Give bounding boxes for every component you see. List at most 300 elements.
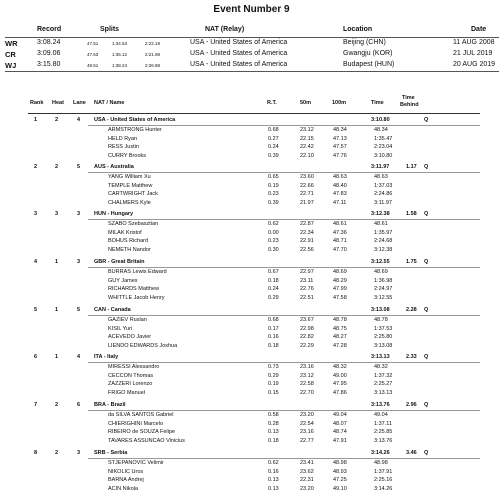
swimmer-rt: 0.29 xyxy=(268,294,279,301)
swimmer-m100: 47.13 xyxy=(333,135,347,142)
team-heat: 1 xyxy=(55,354,59,360)
swimmer-m100: 48.69 xyxy=(333,269,347,275)
swimmer-m100: 48.40 xyxy=(333,182,347,189)
swimmer-m50: 22.98 xyxy=(300,325,314,332)
team-row xyxy=(28,117,480,124)
team-behind: 2.28 xyxy=(406,307,417,313)
swimmer-cum: 2:23.04 xyxy=(374,144,393,150)
record-nat: USA - United States of America xyxy=(190,50,288,57)
team-result xyxy=(28,450,480,498)
team-behind: 3.46 xyxy=(406,450,417,456)
time-header: Time xyxy=(371,100,384,106)
team-divider xyxy=(88,458,480,459)
team-nat: HUN - Hungary xyxy=(94,211,134,217)
100m-header: 100m xyxy=(332,100,347,106)
swimmer-m50: 23.12 xyxy=(300,372,314,379)
team-lane: 4 xyxy=(77,117,81,123)
team-q: Q xyxy=(424,211,429,217)
lane-header: Lane xyxy=(73,100,86,106)
team-time: 3:12.55 xyxy=(371,259,390,265)
time-behind-header-2: Behind xyxy=(400,102,419,108)
swimmer-m50: 22.87 xyxy=(300,221,314,227)
nat-relay-col-header: NAT (Relay) xyxy=(205,26,245,33)
team-heat: 1 xyxy=(55,259,59,265)
swimmer-m100: 47.28 xyxy=(333,342,347,349)
swimmer-row xyxy=(28,221,480,228)
swimmer-cum: 1:37.53 xyxy=(374,325,393,332)
swimmer-rt: 0.39 xyxy=(268,152,279,159)
swimmer-row xyxy=(28,334,480,341)
swimmer-cum: 1:37.91 xyxy=(374,468,393,475)
swimmer-row xyxy=(28,278,480,285)
records-header xyxy=(5,26,499,36)
swimmer-m50: 23.20 xyxy=(300,412,314,418)
swimmer-m100: 48.27 xyxy=(333,334,347,340)
swimmer-m50: 22.97 xyxy=(300,269,314,275)
50m-header: 50m xyxy=(300,100,312,106)
swimmer-cum: 3:11.97 xyxy=(374,199,392,206)
team-behind: 1.58 xyxy=(406,211,417,217)
swimmer-row xyxy=(28,326,480,333)
swimmer-rt: 0.23 xyxy=(268,238,279,244)
swimmer-rt: 0.13 xyxy=(268,429,279,435)
swimmer-name: ACIN Nikola xyxy=(108,485,138,492)
swimmer-rt: 0.39 xyxy=(268,199,279,206)
team-nat: ITA - Italy xyxy=(94,354,119,360)
swimmer-m100: 47.36 xyxy=(333,229,347,236)
record-row xyxy=(5,39,499,49)
team-heat: 2 xyxy=(55,450,59,456)
record-code: WJ xyxy=(5,61,17,70)
swimmer-row xyxy=(28,127,480,134)
swimmer-rt: 0.68 xyxy=(268,127,279,133)
swimmer-row xyxy=(28,381,480,388)
swimmer-cum: 48.34 xyxy=(374,127,388,133)
team-time: 3:13.76 xyxy=(371,402,390,408)
record-s3: 2:22.18 xyxy=(145,40,161,46)
swimmer-rt: 0.15 xyxy=(268,389,279,396)
swimmer-row xyxy=(28,153,480,160)
swimmer-m50: 23.67 xyxy=(300,317,314,323)
team-time: 3:13.13 xyxy=(371,354,390,360)
swimmer-cum: 3:12.38 xyxy=(374,246,393,253)
record-location: Gwangju (KOR) xyxy=(343,50,393,57)
team-row xyxy=(28,259,480,266)
swimmer-row xyxy=(28,412,480,419)
swimmer-m100: 47.95 xyxy=(333,381,347,387)
swimmer-rt: 0.24 xyxy=(268,144,279,150)
swimmer-m50: 22.77 xyxy=(300,437,314,444)
swimmer-cum: 1:37.32 xyxy=(374,372,393,379)
swimmer-name: BOHUS Richard xyxy=(108,238,149,244)
swimmer-cum: 1:35.47 xyxy=(374,135,393,142)
team-lane: 6 xyxy=(77,402,81,408)
team-result xyxy=(28,354,480,402)
swimmer-m50: 22.91 xyxy=(300,238,314,244)
swimmer-m100: 48.78 xyxy=(333,317,347,323)
swimmer-m100: 47.99 xyxy=(333,286,347,292)
swimmer-name: STJEPANOVIC Velimir xyxy=(108,460,164,466)
team-behind: 2.96 xyxy=(406,402,417,408)
swimmer-cum: 1:37.03 xyxy=(374,182,393,189)
swimmer-m100: 48.71 xyxy=(333,238,347,244)
team-heat: 1 xyxy=(55,307,59,313)
swimmer-name: CHIERIGHINI Marcelo xyxy=(108,420,164,427)
swimmer-row xyxy=(28,390,480,397)
swimmer-cum: 49.04 xyxy=(374,412,388,418)
record-time: 3:08.24 xyxy=(37,39,61,46)
swimmer-rt: 0.13 xyxy=(268,477,279,483)
record-row xyxy=(5,50,499,60)
swimmer-m50: 23.16 xyxy=(300,364,314,370)
team-divider xyxy=(88,125,480,126)
swimmer-rt: 0.24 xyxy=(268,286,279,292)
swimmer-m100: 48.63 xyxy=(333,174,347,180)
team-behind: 1.17 xyxy=(406,164,417,170)
record-row xyxy=(5,61,499,71)
swimmer-rt: 0.19 xyxy=(268,381,279,387)
record-s2: 1:35.12 xyxy=(112,51,128,57)
team-result xyxy=(28,117,480,165)
swimmer-rt: 0.18 xyxy=(268,342,279,349)
swimmer-row xyxy=(28,364,480,371)
team-q: Q xyxy=(424,402,429,408)
swimmer-m100: 47.70 xyxy=(333,246,347,253)
swimmer-m50: 23.11 xyxy=(300,277,314,284)
swimmer-name: BURRAS Lewis Edward xyxy=(108,269,167,275)
swimmer-cum: 3:12.55 xyxy=(374,294,393,301)
team-heat: 2 xyxy=(55,402,59,408)
swimmer-name: SZABO Szebasztian xyxy=(108,221,159,227)
swimmer-row xyxy=(28,438,480,445)
record-s3: 2:26.88 xyxy=(145,62,161,68)
swimmer-m50: 22.31 xyxy=(300,477,314,483)
swimmer-name: FRIGO Manuel xyxy=(108,389,145,396)
record-nat: USA - United States of America xyxy=(190,39,288,46)
swimmer-m50: 22.15 xyxy=(300,135,314,142)
swimmer-name: ARMSTRONG Hunter xyxy=(108,127,162,133)
team-lane: 5 xyxy=(77,307,81,313)
swimmer-m100: 47.76 xyxy=(333,152,347,159)
location-col-header: Location xyxy=(343,26,373,33)
swimmer-m100: 48.29 xyxy=(333,277,347,284)
team-result xyxy=(28,164,480,212)
team-lane: 3 xyxy=(77,450,81,456)
swimmer-m100: 48.75 xyxy=(333,325,347,332)
team-result xyxy=(28,402,480,450)
team-row xyxy=(28,307,480,314)
team-heat: 2 xyxy=(55,164,59,170)
team-time: 3:12.38 xyxy=(371,211,390,217)
swimmer-cum: 1:37.11 xyxy=(374,420,392,427)
team-row xyxy=(28,402,480,409)
swimmer-m100: 48.34 xyxy=(333,127,347,133)
results-header xyxy=(28,95,480,113)
swimmer-name: CECCON Thomas xyxy=(108,372,154,379)
swimmer-rt: 0.28 xyxy=(268,420,279,427)
swimmer-row xyxy=(28,486,480,493)
team-result xyxy=(28,307,480,355)
record-s3: 2:21.98 xyxy=(145,51,161,57)
team-q: Q xyxy=(424,307,429,313)
team-lane: 3 xyxy=(77,211,81,217)
team-time: 3:10.80 xyxy=(371,117,390,123)
swimmer-row xyxy=(28,191,480,198)
team-row xyxy=(28,354,480,361)
swimmer-name: TAVARES ASSUNCAO Vinicius xyxy=(108,437,185,444)
record-s1: 49.51 xyxy=(87,62,99,68)
team-rank: 2 xyxy=(34,164,38,170)
swimmer-name: NIKOLIC Uros xyxy=(108,468,144,475)
swimmer-rt: 0.62 xyxy=(268,460,279,466)
swimmer-cum: 48.63 xyxy=(374,174,388,180)
record-col-header: Record xyxy=(37,26,62,33)
rank-header: Rank xyxy=(30,100,44,106)
team-divider xyxy=(88,172,480,173)
date-col-header: Date xyxy=(471,26,487,33)
swimmer-m50: 23.20 xyxy=(300,485,314,492)
swimmer-name: CARTWRIGHT Jack xyxy=(108,191,158,197)
swimmer-m50: 22.10 xyxy=(300,152,314,159)
swimmer-row xyxy=(28,144,480,151)
swimmer-name: da SILVA SANTOS Gabriel xyxy=(108,412,174,418)
team-q: Q xyxy=(424,354,429,360)
swimmer-m100: 48.93 xyxy=(333,468,347,475)
swimmer-m50: 23.41 xyxy=(300,460,314,466)
swimmer-rt: 0.16 xyxy=(268,334,279,340)
record-s2: 1:38.24 xyxy=(112,62,128,68)
team-heat: 3 xyxy=(55,211,59,217)
swimmer-m100: 48.61 xyxy=(333,221,347,227)
swimmer-row xyxy=(28,469,480,476)
swimmer-name: MILAK Kristof xyxy=(108,229,142,236)
results-header-divider xyxy=(28,113,480,114)
swimmer-rt: 0.19 xyxy=(268,182,279,189)
swimmer-cum: 2:25.80 xyxy=(374,334,393,340)
time-behind-header-1: Time xyxy=(402,95,415,101)
swimmer-m100: 47.58 xyxy=(333,294,347,301)
swimmer-rt: 0.27 xyxy=(268,135,279,142)
record-date: 11 AUG 2008 xyxy=(453,39,495,46)
swimmer-cum: 48.98 xyxy=(374,460,388,466)
swimmer-row xyxy=(28,421,480,428)
record-nat: USA - United States of America xyxy=(190,61,288,68)
swimmer-row xyxy=(28,136,480,143)
swimmer-name: ACEVEDO Javier xyxy=(108,334,152,340)
team-q: Q xyxy=(424,117,429,123)
swimmer-m50: 22.42 xyxy=(300,144,314,150)
swimmer-name: CHALMERS Kyle xyxy=(108,199,151,206)
swimmer-row xyxy=(28,317,480,324)
team-divider xyxy=(88,362,480,363)
swimmer-cum: 48.61 xyxy=(374,221,388,227)
swimmer-m100: 47.86 xyxy=(333,389,347,396)
swimmer-m50: 22.54 xyxy=(300,420,314,427)
swimmer-cum: 1:35.97 xyxy=(374,229,393,236)
team-time: 3:13.08 xyxy=(371,307,390,313)
team-behind: 1.75 xyxy=(406,259,417,265)
swimmer-cum: 2:25.27 xyxy=(374,381,393,387)
swimmer-cum: 2:24.68 xyxy=(374,238,393,244)
swimmer-name: BARNA Andrej xyxy=(108,477,144,483)
record-s1: 47.51 xyxy=(87,40,99,46)
swimmer-rt: 0.16 xyxy=(268,468,279,475)
team-time: 3:11.97 xyxy=(371,164,390,170)
swimmer-rt: 0.13 xyxy=(268,485,279,492)
swimmer-rt: 0.67 xyxy=(268,269,279,275)
swimmer-name: HELD Ryan xyxy=(108,135,138,142)
swimmer-row xyxy=(28,460,480,467)
swimmer-cum: 48.78 xyxy=(374,317,388,323)
team-lane: 3 xyxy=(77,259,81,265)
team-divider xyxy=(88,267,480,268)
swimmer-m50: 22.56 xyxy=(300,246,314,253)
swimmer-cum: 2:25.85 xyxy=(374,429,393,435)
swimmer-name: GAZIEV Ruslan xyxy=(108,317,147,323)
swimmer-cum: 3:13.08 xyxy=(374,342,393,349)
swimmer-m100: 49.10 xyxy=(333,485,347,492)
swimmer-row xyxy=(28,200,480,207)
swimmer-name: YANG William Xu xyxy=(108,174,151,180)
swimmer-m50: 22.58 xyxy=(300,381,314,387)
team-rank: 6 xyxy=(34,354,38,360)
swimmer-row xyxy=(28,429,480,436)
swimmer-rt: 0.18 xyxy=(268,437,279,444)
team-nat: SRB - Serbia xyxy=(94,450,128,456)
nat-name-header: NAT / Name xyxy=(94,100,125,106)
record-code: WR xyxy=(5,39,18,48)
swimmer-rt: 0.68 xyxy=(268,317,279,323)
swimmer-cum: 2:24.97 xyxy=(374,286,393,292)
team-nat: BRA - Brazil xyxy=(94,402,126,408)
record-date: 20 AUG 2019 xyxy=(453,61,496,68)
team-rank: 4 xyxy=(34,259,38,265)
swimmer-cum: 48.32 xyxy=(374,364,388,370)
heat-header: Heat xyxy=(52,100,64,106)
swimmer-m100: 47.25 xyxy=(333,477,347,483)
rt-header: R.T. xyxy=(267,100,277,106)
team-q: Q xyxy=(424,164,429,170)
swimmer-row xyxy=(28,269,480,276)
record-time: 3:09.06 xyxy=(37,50,61,57)
swimmer-name: LIENDO EDWARDS Joshua xyxy=(108,342,178,349)
swimmer-m100: 48.32 xyxy=(333,364,347,370)
team-row xyxy=(28,211,480,218)
team-rank: 7 xyxy=(34,402,38,408)
swimmer-m50: 22.82 xyxy=(300,334,314,340)
records-table xyxy=(5,37,499,72)
swimmer-rt: 0.30 xyxy=(268,246,279,253)
swimmer-cum: 3:10.80 xyxy=(374,152,393,159)
swimmer-m100: 48.07 xyxy=(333,420,347,427)
swimmer-cum: 48.69 xyxy=(374,269,388,275)
record-code: CR xyxy=(5,50,16,59)
swimmer-m50: 22.51 xyxy=(300,294,314,301)
swimmer-cum: 2:25.16 xyxy=(374,477,393,483)
swimmer-name: RIBEIRO de SOUZA Felipe xyxy=(108,429,175,435)
swimmer-m50: 23.62 xyxy=(300,468,314,475)
record-time: 3:15.80 xyxy=(37,61,61,68)
swimmer-m50: 23.16 xyxy=(300,429,314,435)
event-title: Event Number 9 xyxy=(213,4,290,15)
swimmer-m100: 47.83 xyxy=(333,191,347,197)
team-divider xyxy=(88,315,480,316)
team-row xyxy=(28,164,480,171)
splits-col-header: Splits xyxy=(100,26,120,33)
swimmer-row xyxy=(28,230,480,237)
swimmer-rt: 0.17 xyxy=(268,325,279,332)
team-row xyxy=(28,450,480,457)
team-nat: CAN - Canada xyxy=(94,307,131,313)
swimmer-row xyxy=(28,183,480,190)
swimmer-m50: 22.29 xyxy=(300,342,314,349)
swimmer-m50: 22.70 xyxy=(300,389,314,396)
swimmer-m50: 22.71 xyxy=(300,191,314,197)
swimmer-name: RESS Justin xyxy=(108,144,139,150)
swimmer-cum: 2:24.86 xyxy=(374,191,393,197)
swimmer-cum: 3:13.76 xyxy=(374,437,393,444)
swimmer-name: NEMETH Nandor xyxy=(108,246,151,253)
swimmer-row xyxy=(28,295,480,302)
swimmer-cum: 3:14.26 xyxy=(374,485,393,492)
swimmer-row xyxy=(28,373,480,380)
swimmer-m100: 48.74 xyxy=(333,429,347,435)
team-result xyxy=(28,259,480,307)
team-lane: 4 xyxy=(77,354,81,360)
swimmer-row xyxy=(28,174,480,181)
team-q: Q xyxy=(424,259,429,265)
swimmer-name: GUY James xyxy=(108,277,138,284)
swimmer-name: ZAZZERI Lorenzo xyxy=(108,381,153,387)
swimmer-rt: 0.23 xyxy=(268,191,279,197)
team-result xyxy=(28,211,480,259)
swimmer-m50: 22.66 xyxy=(300,182,314,189)
swimmer-name: WHITTLE Jacob Henry xyxy=(108,294,165,301)
swimmer-m100: 49.00 xyxy=(333,372,347,379)
record-date: 21 JUL 2019 xyxy=(453,50,493,57)
swimmer-name: KISIL Yuri xyxy=(108,325,133,332)
team-divider xyxy=(88,219,480,220)
swimmer-m50: 22.34 xyxy=(300,229,314,236)
team-rank: 8 xyxy=(34,450,38,456)
swimmer-cum: 3:13.13 xyxy=(374,389,393,396)
swimmer-rt: 0.65 xyxy=(268,174,279,180)
team-rank: 5 xyxy=(34,307,38,313)
swimmer-m100: 47.57 xyxy=(333,144,347,150)
swimmer-rt: 0.29 xyxy=(268,372,279,379)
team-nat: USA - United States of America xyxy=(94,117,176,123)
team-rank: 3 xyxy=(34,211,38,217)
swimmer-m100: 47.11 xyxy=(333,199,347,206)
team-nat: AUS - Australia xyxy=(94,164,134,170)
swimmer-name: MIRESSI Alessandro xyxy=(108,364,160,370)
team-nat: GBR - Great Britain xyxy=(94,259,145,265)
swimmer-cum: 1:36.98 xyxy=(374,277,393,284)
swimmer-row xyxy=(28,238,480,245)
swimmer-rt: 0.00 xyxy=(268,229,279,236)
team-divider xyxy=(88,410,480,411)
record-location: Budapest (HUN) xyxy=(343,61,395,68)
swimmer-m100: 48.98 xyxy=(333,460,347,466)
swimmer-m50: 23.60 xyxy=(300,174,314,180)
swimmer-row xyxy=(28,343,480,350)
team-q: Q xyxy=(424,450,429,456)
swimmer-rt: 0.73 xyxy=(268,364,279,370)
swimmer-rt: 0.58 xyxy=(268,412,279,418)
swimmer-row xyxy=(28,477,480,484)
team-lane: 5 xyxy=(77,164,81,170)
swimmer-m50: 21.97 xyxy=(300,199,314,206)
